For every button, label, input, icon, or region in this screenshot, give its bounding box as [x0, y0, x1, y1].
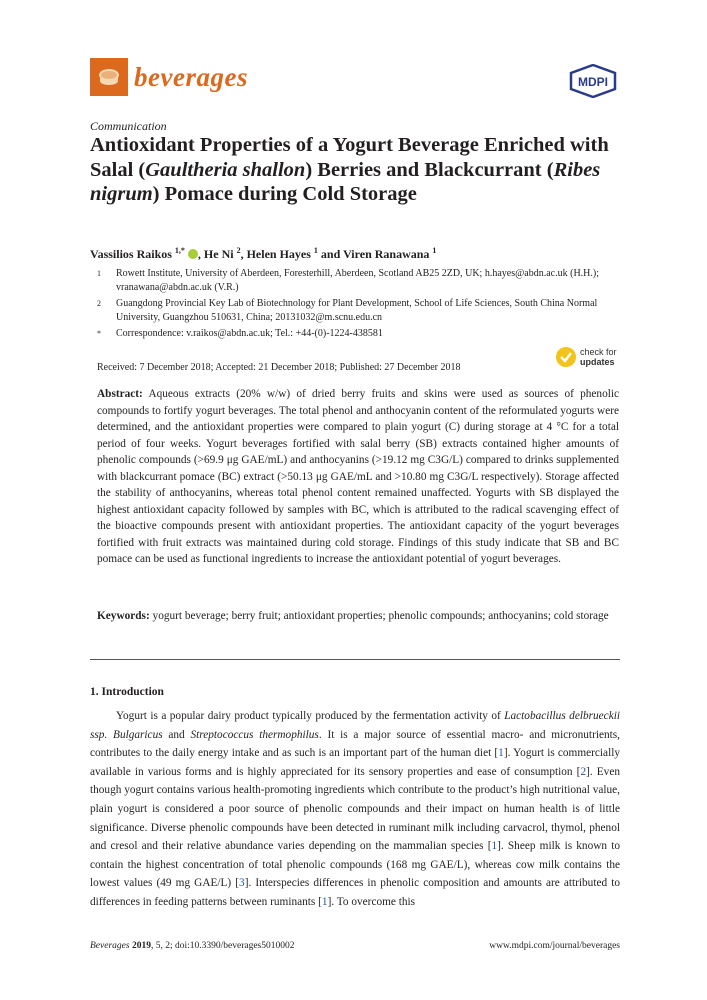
journal-logo-icon	[90, 58, 128, 96]
correspondence	[97, 327, 622, 341]
affiliation	[97, 297, 622, 325]
affiliation	[97, 267, 622, 295]
publication-dates: Received: 7 December 2018; Accepted: 21 December 2018; Published: 27 December 2018	[97, 362, 461, 373]
abstract	[97, 386, 619, 568]
article-type: Communication	[90, 119, 167, 133]
author-affil-marker: 1,*	[174, 246, 185, 255]
author-affil-marker: 1	[432, 246, 437, 255]
correspondence-text: Correspondence: v.raikos@abdn.ac.uk; Tel.: +44-(0)-1224-438581	[116, 328, 383, 339]
keywords	[97, 608, 619, 625]
mdpi-logo-icon[interactable]	[568, 64, 618, 98]
journal-name[interactable]: beverages	[134, 62, 248, 92]
author-name[interactable]: Vassilios Raikos	[90, 247, 172, 261]
orcid-icon[interactable]	[188, 249, 198, 259]
author-affil-marker: 2	[236, 246, 241, 255]
journal-header	[90, 56, 618, 104]
footer-url[interactable]: www.mdpi.com/journal/beverages	[489, 941, 620, 951]
check-for-updates-button[interactable]	[555, 345, 625, 375]
citation-link[interactable]: 3	[239, 877, 245, 890]
author-name[interactable]: Helen Hayes	[246, 247, 311, 261]
author-name[interactable]: He Ni	[203, 247, 234, 261]
publisher-label: MDPI	[578, 75, 608, 89]
article-title: Antioxidant Properties of a Yogurt Beverage Enriched with Salal (Gaultheria shallon) Berries and Blackcurrant (Ribes nigrum) Pomace during Cold Storage	[90, 134, 609, 205]
abstract-text: Aqueous extracts (20% w/w) of dried berry fruits and skins were used as sources of phenolic compounds to fortify yogurt beverages. The total phenol and anthocyanin content of the reformulated yogurts were determined, and the antioxidant properties were compared to plain yogurt (C) during storage at 4 °C for a total period of four weeks. Yogurt beverages fortified with salal berry (SB) extracts contained higher amounts of phenolic compounds (>69.9 μg GAE/mL) and anthocyanins (>19.12 mg C3G/L) compared to drinks supplemented with blackcurrant pomace (BC) extract (>50.13 μg GAE/mL and >10.80 mg C3G/L respectively). Storage affected the stability of anthocyanins, whereas total phenol content remained unaffected. Yogurts with SB displayed the highest antioxidant capacity followed by samples with BC, which is attributed to the radical scavenging effect of the bioactive compounds present with antioxidant properties. The antioxidant capacity of the yogurt beverages fortified with fruit extracts was maintained during cold storage. Findings of this study indicate that SB and BC pomace can be used as functional ingredients to increase the antioxidant potential of yogurt beverages.	[97, 388, 620, 565]
footer-citation: Beverages 2019, 5, 2; doi:10.3390/beverages5010002	[90, 941, 295, 951]
affiliation-marker: 2	[97, 299, 101, 308]
affiliation-marker: 1	[97, 269, 101, 278]
abstract-label: Abstract:	[97, 388, 143, 400]
affiliation-text: Guangdong Provincial Key Lab of Biotechnology for Plant Development, School of Life Sciences, South China Normal University, Guangzhou 510631, China; 20131032@m.scnu.edu.cn	[116, 298, 598, 323]
author-name[interactable]: Viren Ranawana	[343, 247, 430, 261]
cup-icon	[97, 68, 121, 86]
introduction-paragraph: Yogurt is a popular dairy product typically produced by the fermentation activity of Lactobacillus delbrueckii ssp. Bulgaricus and Streptococcus thermophilus. It is a major source of essential macro- and micronutrients, contributes to the daily energy intake and as such is an important part of the human diet [1]. Yogurt is commercially available in various forms and is highly appreciated for its sensory properties and ease of consumption [2]. Even though yogurt contains various health-promoting ingredients which contribute to the product’s high nutritional value, plain yogurt is considered a poor source of phenolic compounds and their impact on human health is of little significance. Diverse phenolic compounds have been detected in ruminant milk including carvacrol, thymol, phenol and cresol and their relative abundance varies depending on the mammalian species [1]. Sheep milk is known to contain the highest concentration of total phenolic compounds (168 mg GAE/L), whereas cow milk contains the lowest values (49 mg GAE/L) [3]. Interspecies differences in phenolic composition and amounts are attributed to differences in feeding patterns between ruminants [1]. To overcome this	[90, 710, 621, 908]
keywords-label: Keywords:	[97, 610, 150, 622]
citation-link[interactable]: 2	[580, 765, 587, 778]
citation-link[interactable]: 1	[498, 747, 504, 760]
section-heading: 1. Introduction	[90, 686, 164, 698]
check-for-updates-icon	[555, 346, 577, 368]
author-list: Vassilios Raikos $^{1,*}$ , He Ni $^2$, Helen Hayes $^1$ and Viren Ranawana $^1$	[90, 246, 437, 261]
citation-link[interactable]: 1	[491, 840, 498, 853]
check-for-updates-label: check for updates	[580, 347, 617, 367]
citation-link[interactable]: 1	[321, 895, 328, 908]
section-divider	[90, 659, 620, 660]
keywords-text: yogurt beverage; berry fruit; antioxidant properties; phenolic compounds; anthocyanins; cold storage	[152, 610, 609, 622]
author-affil-marker: 1	[313, 246, 318, 255]
affiliation-text: Rowett Institute, University of Aberdeen, Foresterhill, Aberdeen, Scotland AB25 2ZD, UK; h.hayes@abdn.ac.uk (H.H.); vranawana@abdn.ac.uk (V.R.)	[116, 268, 600, 293]
affiliation-marker: *	[97, 329, 101, 338]
